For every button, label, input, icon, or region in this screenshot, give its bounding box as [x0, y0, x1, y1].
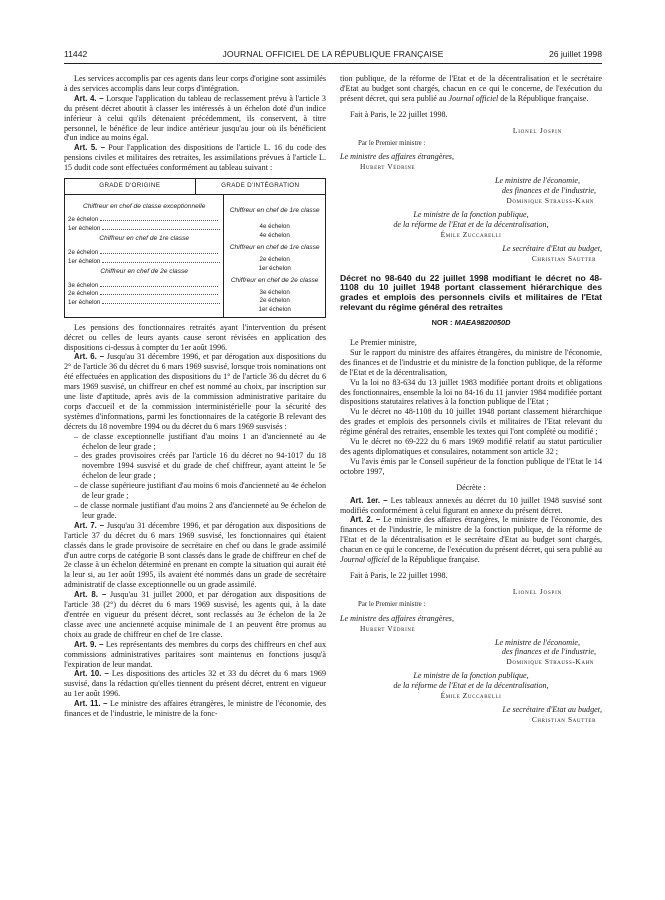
- article-11-continuation: [340, 74, 602, 104]
- signer-prime-minister-2: Lionel Jospin: [512, 586, 562, 596]
- article-4: [64, 94, 326, 144]
- article-2: [340, 515, 602, 565]
- article-10-text: Les dispositions des articles 32 et 33 du décret du 6 mars 1969 susvisé, dans la rédaction qu'elles tiennent du présent décret, entrent en vigueur au 1er août 1996.: [64, 669, 326, 699]
- table-group-title: Chiffreur en chef de classe exceptionnelle: [82, 202, 206, 210]
- article-2-text: Le ministre des affaires étrangères, le ministre de l'économie, des finances et de l'industrie, le ministre de la fonction publique, de la réforme de l'Etat et de la décentralisation et le secrétaire d'Etat au budget sont chargés, chacun en ce qui le concerne, de l'exécution du présent décret, qui sera publié au: [340, 515, 602, 555]
- table-cell: 2e échelon: [68, 216, 99, 223]
- table-cell: 1er échelon: [68, 257, 101, 265]
- article-6: [64, 352, 326, 431]
- table-group-title: Chiffreur en chef de 1re classe: [99, 235, 190, 243]
- minister-economy-name: Dominique Strauss-Kahn: [506, 196, 594, 206]
- article-1-label: Art. 1er. –: [350, 495, 388, 505]
- table-row: [68, 280, 220, 289]
- leader-dots: [102, 297, 220, 304]
- nor-code: MAEA9820050D: [454, 318, 511, 328]
- minister-civil-service-title-2-2: de la réforme de l'Etat et de la décentralisation,: [393, 681, 549, 691]
- signature-place-date-2: Fait à Paris, le 22 juillet 1998.: [350, 570, 448, 580]
- minister-economy-title-2-2: des finances et de l'industrie,: [501, 647, 596, 657]
- minister-foreign-affairs-title-2: Le ministre des affaires étrangères,: [340, 613, 454, 623]
- article-4-label: Art. 4. –: [74, 93, 104, 103]
- table-header-origin: GRADE D'ORIGINE: [99, 182, 161, 190]
- table-header: [65, 179, 325, 195]
- table-group-title: Chiffreur en chef de 1re classe: [229, 206, 320, 214]
- article-8: [64, 590, 326, 640]
- visa-1: Vu la loi no 83-634 du 13 juillet 1983 modifiée portant droits et obligations des fonctionnaires, ensemble la loi no 84-16 du 11 janvier 1984 modifiée portant dispositions statutaires relatives à la fonction publique de l'Etat ;: [340, 377, 602, 407]
- minister-civil-service-name-2: Émile Zuccarelli: [440, 691, 502, 701]
- table-row: [68, 256, 220, 265]
- secretary-budget-title: Le secrétaire d'Etat au budget,: [502, 243, 602, 253]
- secretary-budget-title-2: Le secrétaire d'Etat au budget,: [502, 704, 602, 714]
- nor-label: NOR :: [431, 318, 455, 328]
- minister-civil-service-title-2: de la réforme de l'Etat et de la décentralisation,: [393, 219, 549, 229]
- minister-civil-service-title-1: Le ministre de la fonction publique,: [413, 209, 529, 219]
- article-10-label: Art. 10. –: [74, 669, 109, 679]
- list-item: – des grades provisoires créés par l'article 16 du décret no 94-1017 du 18 novembre 1994 susvisé et du grade de chef chiffreur, ayant atteint le 5e échelon de leur grade ;: [74, 451, 326, 481]
- table-row: [68, 214, 220, 223]
- par-premier-ministre: Par le Premier ministre :: [358, 139, 426, 147]
- leader-dots: [100, 214, 218, 221]
- visa-2: Vu le décret no 48-1108 du 10 juillet 1948 portant classement hiérarchique des grades et emplois des personnels civils et militaires de l'Etat relevant du régime général des retraites, ensemble les textes qui l'ont complété ou modifié ;: [340, 407, 602, 437]
- table-group-title: Chiffreur en chef de 2e classe: [230, 277, 319, 285]
- minister-civil-service-title-1-2: Le ministre de la fonction publique,: [413, 671, 529, 681]
- premier-ministre: Le Premier ministre,: [350, 338, 417, 348]
- leader-dots: [102, 223, 220, 230]
- article-5: [64, 143, 326, 173]
- table-cell: 2e échelon: [68, 248, 99, 256]
- table-cell: 1er échelon: [258, 306, 291, 313]
- table-cell: 1er échelon: [68, 299, 101, 306]
- table-row: [68, 288, 220, 297]
- article-6-list: [64, 432, 326, 521]
- table-column-origin: [65, 195, 223, 317]
- article-2-end: de la République française.: [389, 555, 480, 565]
- decrete: Décrète :: [456, 482, 486, 492]
- table-row: [68, 247, 220, 256]
- issue-date: 26 juillet 1998: [548, 49, 602, 59]
- list-item: – de classe normale justifiant d'au moins 2 ans d'ancienneté au 9e échelon de leur grade.: [74, 501, 326, 521]
- table-cell: 4e échelon: [259, 223, 290, 231]
- table-cell: 2e échelon: [259, 297, 290, 305]
- visa-4: Vu l'avis émis par le Conseil supérieur de la fonction publique de l'Etat le 14 octobre 1997,: [340, 456, 602, 476]
- minister-foreign-affairs-name: Hubert Védrine: [360, 162, 416, 172]
- minister-foreign-affairs-title: Le ministre des affaires étrangères,: [340, 152, 454, 162]
- assimilation-table: [64, 178, 326, 318]
- table-row: [68, 297, 220, 306]
- left-column: [64, 74, 326, 719]
- table-cell: 2e échelon: [259, 255, 290, 263]
- journal-name: Journal officiel: [448, 93, 499, 103]
- table-cell: 1er échelon: [68, 224, 101, 232]
- article-5-label: Art. 5. –: [74, 143, 106, 153]
- article-9-label: Art. 9. –: [74, 639, 104, 649]
- page-number: 11442: [64, 49, 88, 59]
- leader-dots: [100, 280, 218, 287]
- article-7: [64, 521, 326, 590]
- minister-economy-name-2: Dominique Strauss-Kahn: [506, 657, 594, 667]
- leader-dots: [102, 256, 220, 263]
- table-cell: 4e échelon: [259, 231, 290, 239]
- minister-economy-title-1: Le ministre de l'économie,: [494, 176, 580, 186]
- list-item: – de classe exceptionnelle justifiant d'au moins 1 an d'ancienneté au 4e échelon de leur grade ;: [74, 432, 326, 452]
- article-9: [64, 640, 326, 670]
- table-header-integration: GRADE D'INTÉGRATION: [195, 179, 326, 194]
- visa-3: Vu le décret no 69-222 du 6 mars 1969 modifié relatif au statut particulier des agents diplomatiques et consulaires, notamment son article 32 ;: [340, 437, 602, 456]
- article-2-label: Art. 2. –: [350, 515, 381, 525]
- signature-place-date: Fait à Paris, le 22 juillet 1998.: [350, 109, 448, 119]
- article-8-label: Art. 8. –: [74, 590, 107, 600]
- leader-dots: [100, 247, 218, 254]
- par-premier-ministre-2: Par le Premier ministre :: [358, 600, 426, 608]
- article-8-text: Jusqu'au 31 juillet 2000, et par dérogation aux dispositions de l'article 38 (2°) du décret du 6 mars 1969 susvisé, les agents qui, à la date d'entrée en vigueur du présent décret, sont reclassés au 3e échelon de la 2e classe avec une ancienneté acquise minimale de 1 an peuvent être promus au choix au grade de chiffreur en chef de 1re classe.: [64, 590, 326, 639]
- page-header: [64, 49, 602, 63]
- minister-civil-service-name: Émile Zuccarelli: [440, 229, 502, 239]
- article-1: [340, 496, 602, 516]
- decree-title: Décret no 98-640 du 22 juillet 1998 modifiant le décret no 48-1108 du 10 juillet 1948 portant classement hiérarchique des grades et emplois des personnels civils et militaires de l'Etat relevant du régime général des retraites: [340, 272, 602, 313]
- header-rule: [64, 63, 602, 64]
- article-10: [64, 669, 326, 699]
- list-item: – de classe supérieure justifiant d'au moins 6 mois d'ancienneté au 4e échelon de leur grade ;: [74, 481, 326, 501]
- journal-title: JOURNAL OFFICIEL DE LA RÉPUBLIQUE FRANÇAISE: [222, 49, 444, 59]
- table-column-integration: [223, 195, 325, 317]
- rapport: Sur le rapport du ministre des affaires étrangères, du ministre de l'économie, des finances et de l'industrie et du ministre de la fonction publique, de la réforme de l'Etat et de la décentralisation,: [340, 347, 602, 377]
- table-cell: 2e échelon: [68, 290, 99, 297]
- continuation-text: tion publique, de la réforme de l'Etat et de la décentralisation et le secrétaire d'Etat au budget sont chargés, chacun en ce qui le concerne, de l'exécution du présent décret, qui sera publié au: [340, 74, 602, 103]
- paragraph-pensions: Les pensions des fonctionnaires retraités ayant l'intervention du présent décret ou celles de leurs ayants cause seront révisées en application des dispositions ci-dessus à compter du 1er août 1996.: [64, 322, 326, 352]
- article-7-text: Jusqu'au 31 décembre 1996, et par dérogation aux dispositions de l'article 37 du décret du 6 mars 1969 susvisé, les fonctionnaires qui étaient classés dans le grade provisoire de secrétaire en chef ou dans le grade assimilé d'un autre corps de catégorie B sont classés dans le grade de chiffreur en chef de 2e classe à un échelon déterminé en prenant en compte la situation qui aurait été la leur si, au 1er août 1995, ils avaient été nommés dans un grade de secrétaire administratif de classe exceptionnelle ou un grade assimilé.: [64, 520, 326, 590]
- article-11: [64, 699, 326, 719]
- signer-prime-minister: Lionel Jospin: [512, 125, 562, 135]
- journal-name: Journal officiel: [340, 555, 390, 565]
- article-9-text: Les représentants des membres du corps des chiffreurs en chef aux commissions administratives paritaires sont maintenus en fonctions jusqu'à l'expiration de leur mandat.: [64, 639, 326, 669]
- secretary-budget-name: Christian Sautter: [531, 253, 596, 263]
- table-cell: 3e échelon: [68, 281, 99, 289]
- article-6-text: Jusqu'au 31 décembre 1996, et par dérogation aux dispositions du 2° de l'article 36 du décret du 6 mars 1969 susvisé, lorsque trois nominations ont été effectuées en application des dispositions du 1° de l'article 36 du décret du 6 mars 1969 susvisé, un chiffreur en chef est nommé au choix, par inscription sur une liste d'aptitude, après avis de la commission administrative paritaire du corps d'accueil et de la commission interministérielle pour la sécurité des systèmes d'informations, parmi les fonctionnaires de la catégorie B relevant des décrets du 18 novembre 1994 ou du décret du 6 mars 1969 susvisés :: [64, 352, 326, 431]
- minister-economy-title-2: des finances et de l'industrie,: [501, 186, 596, 196]
- article-11-label: Art. 11. –: [74, 699, 108, 709]
- right-column: [340, 74, 602, 725]
- nor-reference: [340, 318, 602, 328]
- leader-dots: [100, 288, 218, 295]
- table-body: [65, 195, 325, 317]
- minister-foreign-affairs-name-2: Hubert Védrine: [360, 623, 416, 633]
- minister-economy-title-1-2: Le ministre de l'économie,: [494, 637, 580, 647]
- table-cell: 3e échelon: [259, 288, 290, 296]
- article-1-text: Les tableaux annexés au décret du 10 juillet 1948 susvisé sont modifiés conformément à celui figurant en annexe du présent décret.: [340, 495, 603, 515]
- table-group-title: Chiffreur en chef de 1re classe: [229, 244, 320, 252]
- article-7-label: Art. 7. –: [74, 520, 105, 530]
- article-4-text: Lorsque l'application du tableau de reclassement prévu à l'article 3 du présent décret aboutit à classer les intéressés à un échelon doté d'un indice inférieur à celui qu'ils détenaient précédemment, ils conservent, à titre personnel, le bénéfice de leur indice antérieur jusqu'au jour où ils bénéficient d'un indice au moins égal.: [64, 93, 326, 143]
- table-row: [68, 223, 220, 232]
- table-cell: 1er échelon: [258, 264, 291, 272]
- paragraph-services: Les services accomplis par ces agents dans leur corps d'origine sont assimilés à des services accomplis dans leur corps d'intégration.: [64, 74, 326, 93]
- secretary-budget-name-2: Christian Sautter: [531, 714, 596, 724]
- continuation-end: de la République française.: [498, 93, 589, 103]
- article-6-label: Art. 6. –: [74, 352, 105, 362]
- table-group-title: Chiffreur en chef de 2e classe: [100, 268, 188, 276]
- article-11-text: Le ministre des affaires étrangères, le ministre de l'économie, des finances et de l'industrie, le ministre de la fonc-: [64, 699, 326, 719]
- article-5-text: Pour l'application des dispositions de l'article L. 16 du code des pensions civiles et militaires des retraites, les assimilations prévues à l'article L. 15 dudit code sont effectuées conformément au tableau suivant :: [64, 143, 326, 173]
